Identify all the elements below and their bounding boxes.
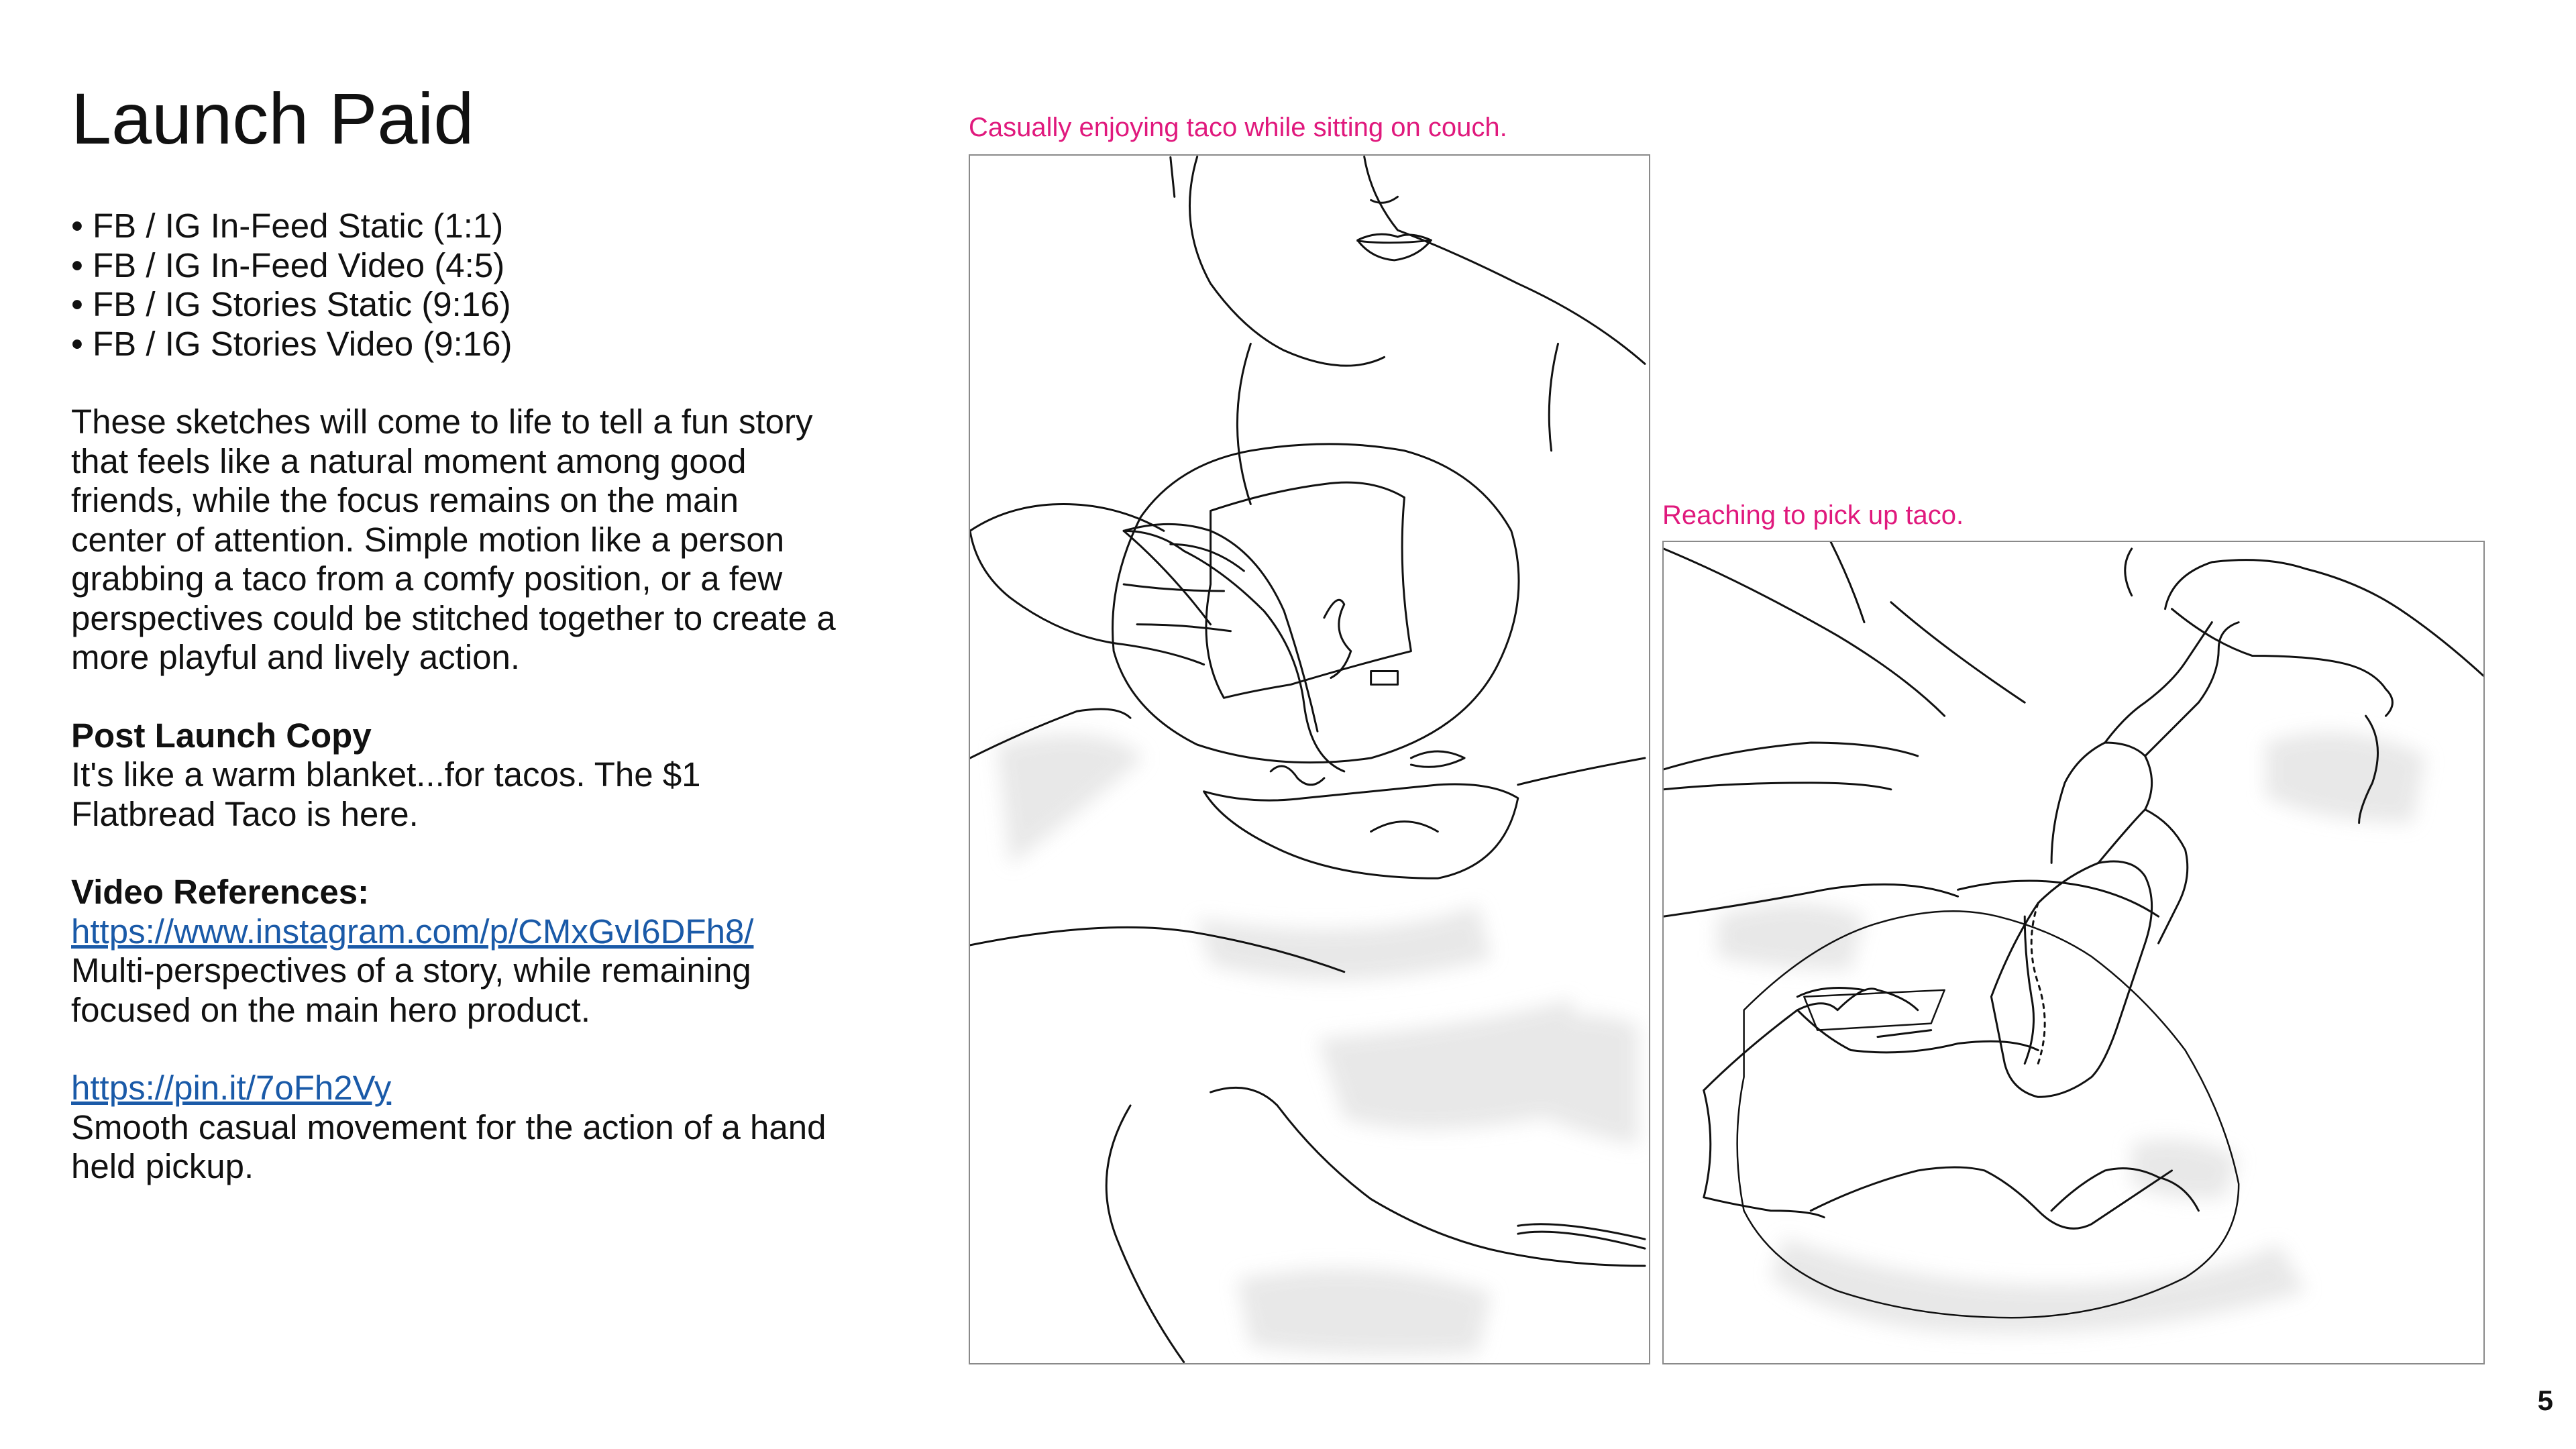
format-item: • FB / IG In-Feed Static (1:1) (71, 207, 504, 245)
post-launch-heading: Post Launch Copy (71, 716, 372, 755)
reference-note: Multi-perspectives of a story, while remaining focused on the main hero product. (71, 951, 751, 1029)
reference-link-pinterest[interactable]: https://pin.it/7oFh2Vy (71, 1069, 392, 1107)
left-column (71, 207, 843, 1187)
post-launch-copy: It's like a warm blanket...for tacos. The $1 Flatbread Taco is here. (71, 755, 701, 833)
reference-note: Smooth casual movement for the action of a hand held pickup. (71, 1108, 826, 1185)
video-references-section (71, 873, 843, 1030)
format-list (71, 207, 843, 364)
video-references-heading: Video References: (71, 873, 370, 911)
sketch-panel-couch (969, 154, 1650, 1364)
format-item: • FB / IG In-Feed Video (4:5) (71, 246, 505, 284)
description-paragraph: These sketches will come to life to tell a fun story that feels like a natural moment among good friends, while the focus remains on the main center of attention. Simple motion like a person grabbing a taco from a comfy position, or a few perspectives could be stitched together to create a more playful and lively action. (71, 402, 836, 676)
sketch-caption-reaching: Reaching to pick up taco. (1662, 500, 1964, 530)
post-launch-section (71, 716, 843, 835)
sketch-panel-reaching (1662, 541, 2485, 1364)
page-number: 5 (2537, 1385, 2553, 1416)
sketch-caption-couch: Casually enjoying taco while sitting on couch. (969, 113, 1507, 142)
sketch-illustration-reaching (1664, 542, 2483, 1363)
slide-title: Launch Paid (71, 78, 474, 159)
reference-link-instagram[interactable]: https://www.instagram.com/p/CMxGvI6DFh8/ (71, 912, 754, 951)
format-item: • FB / IG Stories Video (9:16) (71, 324, 513, 363)
sketch-illustration-couch (970, 156, 1649, 1363)
format-item: • FB / IG Stories Static (9:16) (71, 285, 511, 323)
video-reference-2 (71, 1069, 843, 1187)
